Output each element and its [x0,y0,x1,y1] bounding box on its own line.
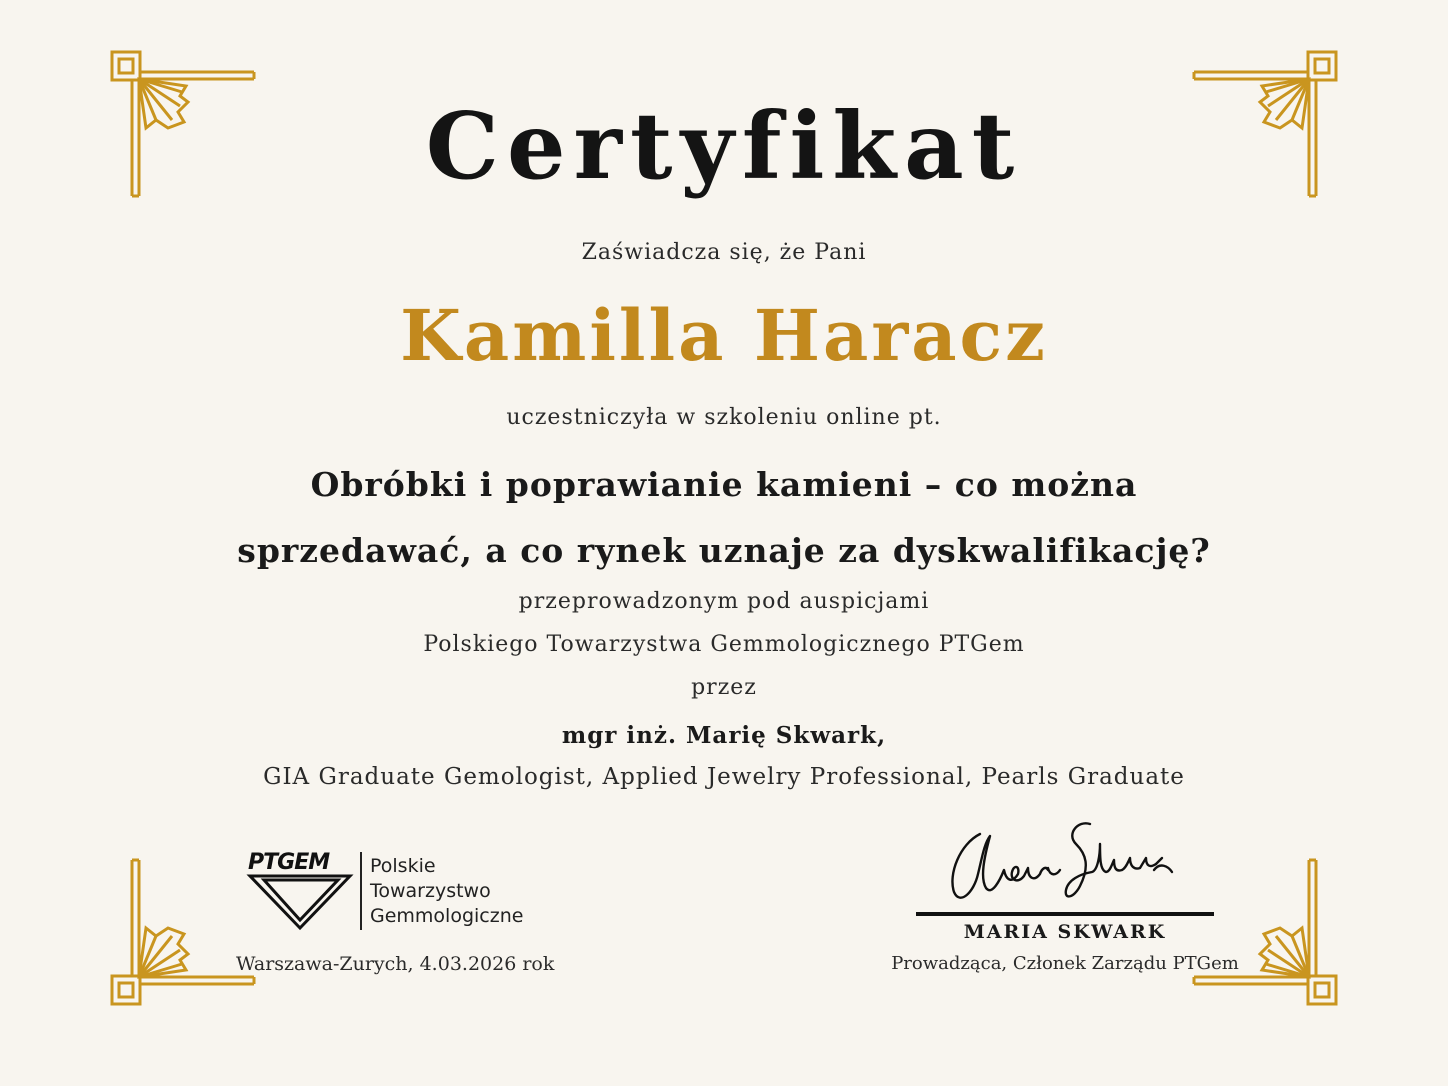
course-title-line: Obróbki i poprawianie kamieni – co można [310,465,1138,504]
logo-text [370,854,523,929]
intro-text: Zaświadcza się, że Pani [581,240,867,265]
corner-ornament-bottom-left [108,858,258,1008]
corner-ornament-icon [108,858,258,1008]
lecturer-credentials: GIA Graduate Gemologist, Applied Jewelry Professional, Pearls Graduate [263,764,1185,790]
course-title [0,452,1448,584]
lecturer-name: mgr inż. Marię Skwark, [561,722,887,749]
logo-mark: PTGEM [248,850,330,875]
signatory-name: MARIA SKWARK [963,921,1167,943]
signatory-role: Prowadząca, Członek Zarządu PTGem [891,953,1239,974]
recipient-name: Kamilla Haracz [400,294,1048,377]
logo-text-line: Polskie [370,855,436,877]
ptgem-logo [246,850,546,934]
organization-text: Polskiego Towarzystwa Gemmologicznego PTGem [423,632,1025,657]
logo-divider [360,852,362,930]
signature-line [916,912,1214,916]
handwritten-signature [940,814,1200,910]
logo-text-line: Towarzystwo [370,880,491,902]
course-title-line: sprzedawać, a co rynek uznaje za dyskwalifikację? [237,531,1211,570]
logo-text-line: Gemmologiczne [370,905,524,927]
by-text: przez [691,675,757,700]
certificate-title: Certyfikat [425,92,1023,200]
place-date: Warszawa-Zurych, 4.03.2026 rok [236,953,555,975]
conducted-text: przeprowadzonym pod auspicjami [518,589,930,614]
participation-text: uczestniczyła w szkoleniu online pt. [506,405,942,430]
